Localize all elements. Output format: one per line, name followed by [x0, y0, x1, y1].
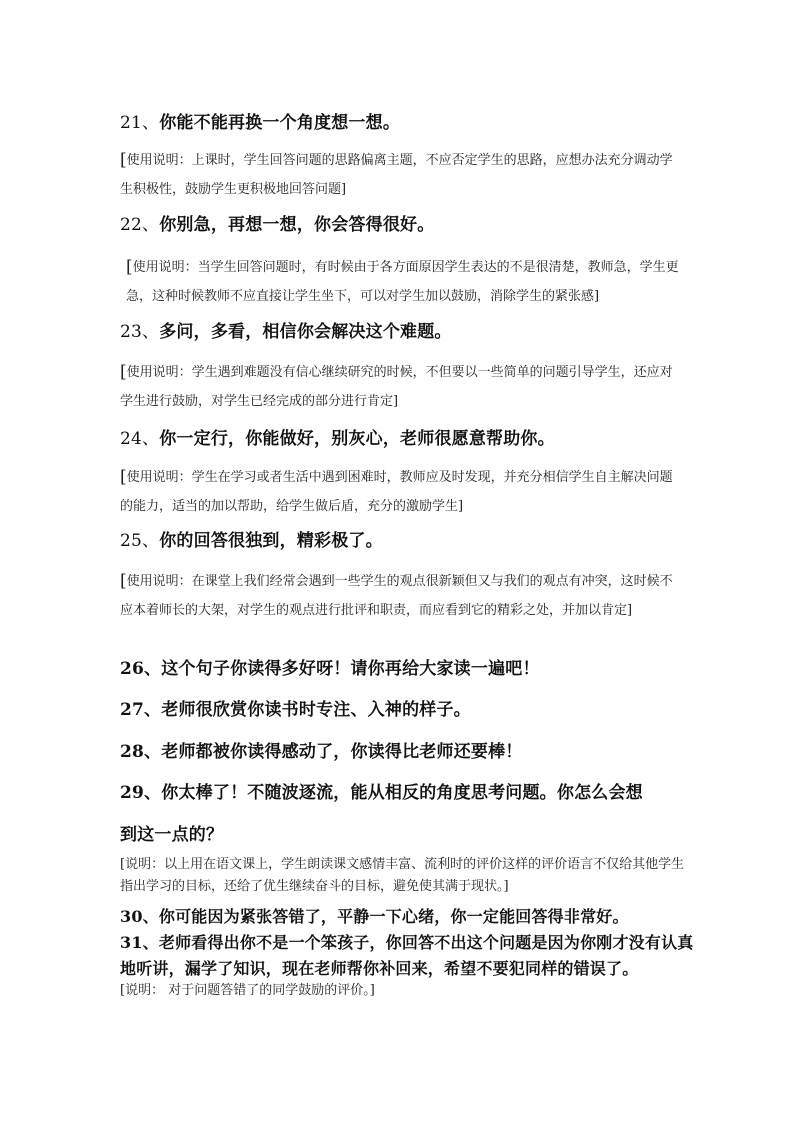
item-29-note: [说明：以上用在语文课上，学生朗读课文感情丰富、流利时的评价这样的评价语言不仅给其他学生指出学习的目标，还给了优生继续奋斗的目标，避免使其满于现状。]	[120, 857, 685, 894]
item-29-heading-line2: 到这一点的？	[120, 825, 224, 845]
item-24-note: [使用说明：学生在学习或者生活中遇到困难时，教师应及时发现，并充分相信学生自主解决问题的能力，适当的加以帮助，给学生做后盾，充分的激励学生]	[120, 467, 673, 514]
item-24-heading: 24、你一定行，你能做好，别灰心，老师很愿意帮助你。	[120, 429, 555, 449]
item-26-heading: 26、这个句子你读得多好呀！请你再给大家读一遍吧！	[120, 659, 540, 679]
item-22-note: [使用说明：当学生回答问题时，有时候由于各方面原因学生表达的不是很清楚，教师急，学生更急，这种时候教师不应直接让学生坐下，可以对学生加以鼓励，消除学生的紧张感]	[126, 257, 679, 304]
item-29-heading: 29、你太棒了！不随波逐流，能从相反的角度思考问题。你怎么会想	[120, 783, 643, 803]
item-25-heading: 25、你的回答很独到，精彩极了。	[120, 531, 383, 551]
item-31-heading-line2: 地听讲，漏学了知识，现在老师帮你补回来，希望不要犯同样的错误了。	[120, 959, 639, 978]
item-30-heading: 30、你可能因为紧张答错了，平静一下心绪，你一定能回答得非常好。	[120, 907, 629, 926]
item-21-note: [使用说明：上课时，学生回答问题的思路偏离主题，不应否定学生的思路，应想办法充分调动学生积极性，鼓励学生更积极地回答问题]	[120, 150, 673, 197]
item-25-note: [使用说明：在课堂上我们经常会遇到一些学生的观点很新颖但又与我们的观点有冲突，这时候不应本着师长的大架，对学生的观点进行批评和职责，而应看到它的精彩之处，并加以肯定]	[120, 571, 673, 618]
item-22-heading: 22、你别急，再想一想，你会答得很好。	[120, 215, 435, 235]
item-28-heading: 28、老师都被你读得感动了，你读得比老师还要棒！	[120, 742, 523, 762]
item-23-note: [使用说明：学生遇到难题没有信心继续研究的时候，不但要以一些简单的问题引导学生，还应对学生进行鼓励，对学生已经完成的部分进行肯定]	[120, 362, 673, 409]
item-23-heading: 23、多问，多看，相信你会解决这个难题。	[120, 322, 452, 342]
item-27-heading: 27、老师很欣赏你读书时专注、入神的样子。	[120, 700, 471, 720]
item-31-note: [说明： 对于问题答错了的同学鼓励的评价。]	[120, 983, 375, 998]
item-21-heading: 21、你能不能再换一个角度想一想。	[120, 113, 401, 133]
item-31-heading: 31、老师看得出你不是一个笨孩子，你回答不出这个问题是因为你刚才没有认真	[120, 933, 694, 952]
